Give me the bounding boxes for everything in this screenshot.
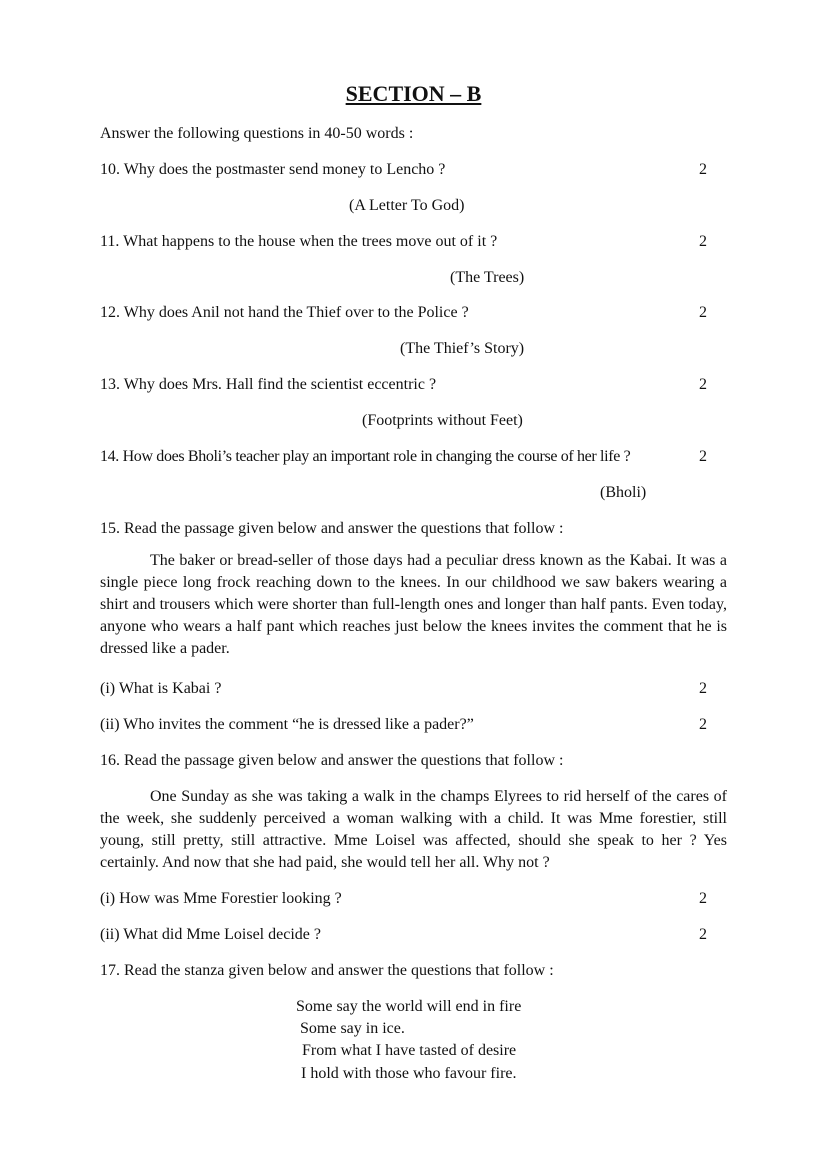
question-15: 15. Read the passage given below and answer the questions that follow : [100, 520, 564, 537]
passage-15 [100, 550, 727, 660]
marks: 2 [699, 926, 707, 943]
marks: 2 [699, 716, 707, 733]
source-label: (A Letter To God) [349, 197, 465, 214]
question-16: 16. Read the passage given below and answer the questions that follow : [100, 752, 564, 769]
sub-question: (ii) What did Mme Loisel decide ? [100, 926, 321, 943]
marks: 2 [699, 890, 707, 907]
passage-text: One Sunday as she was taking a walk in the champs Elyrees to rid herself of the cares of the week, she suddenly perceived a woman walking with a child. It was Mme forestier, still young, still pretty, still attractive. Mme Loisel was affected, should she speak to her ? Yes certainly. And now that she had paid, she would tell her all. Why not ? [100, 788, 727, 871]
question-10: 10. Why does the postmaster send money to Lencho ? [100, 161, 446, 178]
source-label: (The Thief’s Story) [400, 340, 525, 357]
source-label: (Footprints without Feet) [362, 412, 523, 429]
marks: 2 [699, 233, 707, 250]
stanza-line: From what I have tasted of desire [302, 1042, 517, 1059]
marks: 2 [699, 680, 707, 697]
sub-question: (ii) Who invites the comment “he is dressed like a pader?” [100, 716, 474, 733]
source-label: (The Trees) [450, 269, 525, 286]
stanza-line: Some say the world will end in fire [296, 998, 522, 1015]
marks: 2 [699, 448, 707, 465]
stanza-line: Some say in ice. [300, 1020, 405, 1037]
question-11: 11. What happens to the house when the trees move out of it ? [100, 233, 498, 250]
question-13: 13. Why does Mrs. Hall find the scientist eccentric ? [100, 376, 437, 393]
section-title-text: SECTION – B [345, 81, 482, 106]
question-14: 14. How does Bholi’s teacher play an important role in changing the course of her life ? [100, 448, 631, 465]
sub-question: (i) What is Kabai ? [100, 680, 222, 697]
stanza-line: I hold with those who favour fire. [301, 1065, 517, 1082]
passage-16 [100, 786, 727, 874]
source-label: (Bholi) [600, 484, 647, 501]
marks: 2 [699, 376, 707, 393]
section-title [0, 81, 827, 107]
marks: 2 [699, 304, 707, 321]
marks: 2 [699, 161, 707, 178]
question-12: 12. Why does Anil not hand the Thief over to the Police ? [100, 304, 469, 321]
instruction: Answer the following questions in 40-50 words : [100, 125, 414, 142]
question-17: 17. Read the stanza given below and answer the questions that follow : [100, 962, 554, 979]
sub-question: (i) How was Mme Forestier looking ? [100, 890, 342, 907]
passage-text: The baker or bread-seller of those days had a peculiar dress known as the Kabai. It was a single piece long frock reaching down to the knees. In our childhood we saw bakers wearing a shirt and trousers which were shorter than full-length ones and longer than half pants. Even today, anyone who wears a half pant which reaches just below the knees invites the comment that he is dressed like a pader. [100, 552, 727, 657]
